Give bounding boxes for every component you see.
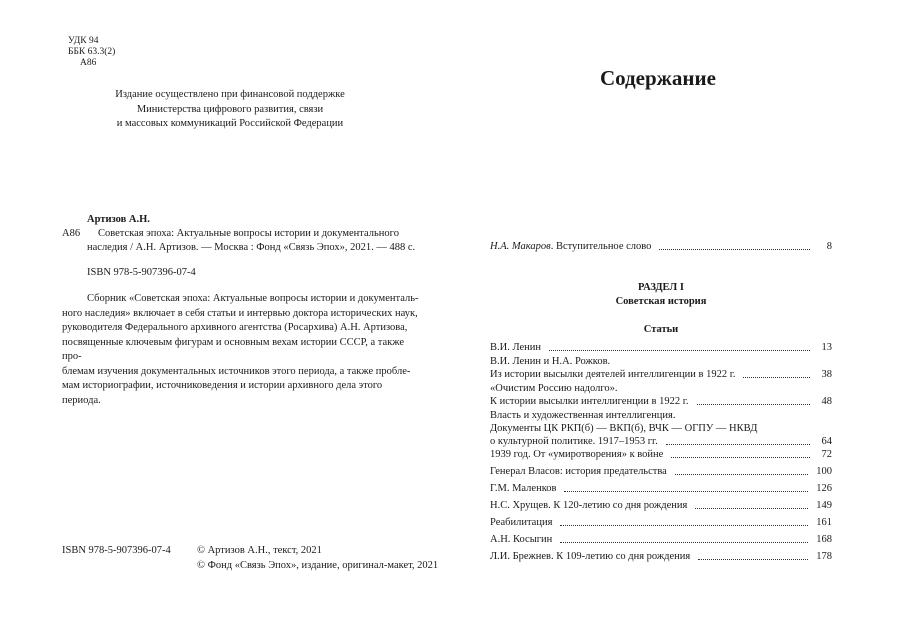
leader-dots	[659, 249, 810, 250]
toc-entry-title: Из истории высылки деятелей интеллигенции в 1922 г.	[490, 369, 736, 380]
toc-entry-title: 1939 год. От «умиротворения» к войне	[490, 449, 664, 460]
toc-entry-line: «Очистим Россию надолго».	[490, 383, 618, 394]
isbn: ISBN 978-5-907396-07-4	[87, 267, 196, 278]
page-number: 168	[816, 534, 832, 545]
author-name: Артизов А.Н.	[87, 214, 150, 225]
toc-entry[interactable]	[490, 482, 832, 495]
bbk-code: ББК 63.3(2)	[68, 47, 116, 57]
toc-entry-title: В.И. Ленин	[490, 342, 542, 353]
page-number: 100	[816, 466, 832, 477]
author-mark: А86	[80, 58, 97, 68]
page-number: 126	[816, 483, 832, 494]
section-title: Советская история	[615, 296, 707, 307]
toc-entry[interactable]	[490, 448, 832, 461]
toc-entry-title: Л.И. Брежнев. К 109-летию со дня рождения	[490, 551, 691, 562]
toc-entry-title: Г.М. Маленков	[490, 483, 557, 494]
page-number: 8	[826, 241, 832, 252]
leader-dots	[549, 350, 810, 351]
page-number: 64	[821, 436, 832, 447]
leader-dots	[675, 474, 808, 475]
toc-entry[interactable]	[490, 533, 832, 546]
section-label: РАЗДЕЛ I	[638, 282, 684, 293]
funding-note: Издание осуществлено при финансовой поддержке Министерства цифрового развития, связи и массовых коммуникаций Российской Федерации	[115, 89, 345, 129]
toc-entry-title: Генерал Власов: история предательства	[490, 466, 667, 477]
page-number: 13	[821, 342, 832, 353]
udk-code: УДК 94	[68, 36, 99, 46]
toc-entry[interactable]	[490, 355, 832, 381]
leader-dots	[560, 542, 808, 543]
toc-entry-line: Документы ЦК РКП(б) — ВКП(б), ВЧК — ОГПУ — НКВД	[490, 423, 758, 434]
toc-entry[interactable]	[490, 465, 832, 478]
toc-entry-line: Власть и художественная интеллигенция.	[490, 410, 676, 421]
leader-dots	[695, 508, 808, 509]
toc-entry-title: Н.С. Хрущев. К 120-летию со дня рождения	[490, 500, 688, 511]
copyright: © Артизов А.Н., текст, 2021 © Фонд «Связь Эпох», издание, оригинал-макет, 2021	[197, 545, 439, 571]
footer-isbn: ISBN 978-5-907396-07-4	[62, 545, 171, 556]
toc-entry[interactable]	[490, 516, 832, 529]
page-title: Содержание	[600, 66, 716, 90]
biblio-line-2: наследия / А.Н. Артизов. — Москва : Фонд «Связь Эпох», 2021. — 488 с.	[87, 242, 416, 253]
toc-entry[interactable]	[490, 409, 832, 448]
leader-dots	[697, 404, 810, 405]
toc-entry[interactable]	[490, 499, 832, 512]
page-number: 48	[821, 396, 832, 407]
toc-entry-title: о культурной политике. 1917–1953 гг.	[490, 436, 658, 447]
toc-entry-title: А.Н. Косыгин	[490, 534, 553, 545]
intro-text: . Вступительное слово	[550, 241, 652, 252]
leader-dots	[698, 559, 808, 560]
page-number: 161	[816, 517, 832, 528]
toc-intro[interactable]	[490, 240, 832, 253]
biblio-code: А86	[62, 228, 81, 239]
page-number: 38	[821, 369, 832, 380]
leader-dots	[666, 444, 810, 445]
page-number: 178	[816, 551, 832, 562]
leader-dots	[671, 457, 810, 458]
leader-dots	[560, 525, 808, 526]
abstract: Сборник «Советская эпоха: Актуальные вопросы истории и документаль- ного наследия» включает в себя статьи и интервью доктора исторических наук, руководителя Федерального архивного агентства (Росархива) А.Н. Артизова, посвященные ключевым фигурам и основным вехам истории СССР, а также про- блемам изучения документальных источников этого периода, а также пробле- мам историографии, источниковедения и истории архивного дела этого периода.	[62, 293, 419, 406]
subsection-title: Статьи	[643, 324, 679, 335]
leader-dots	[743, 377, 810, 378]
toc-entry-title: К истории высылки интеллигенции в 1922 г.	[490, 396, 689, 407]
toc-entry[interactable]	[490, 550, 832, 563]
page-number: 149	[816, 500, 832, 511]
toc-entry[interactable]	[490, 382, 832, 408]
toc-entry-title: Реабилитация	[490, 517, 553, 528]
intro-author: Н.А. Макаров	[490, 241, 551, 252]
biblio-line-1: Советская эпоха: Актуальные вопросы истории и документального	[98, 228, 399, 239]
toc-entry[interactable]	[490, 341, 832, 354]
leader-dots	[564, 491, 808, 492]
page-number: 72	[821, 449, 832, 460]
toc-entry-line: В.И. Ленин и Н.А. Рожков.	[490, 356, 611, 367]
